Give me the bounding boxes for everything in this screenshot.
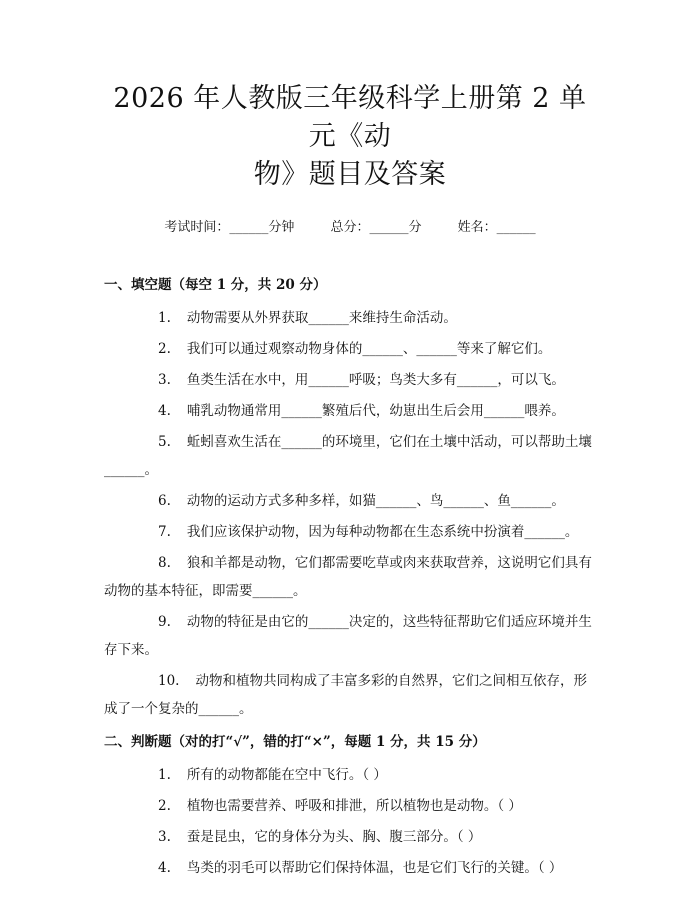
student-name: 姓名：______ bbox=[457, 220, 536, 235]
question-item: 4. 鸟类的羽毛可以帮助它们保持体温，也是它们飞行的关键。（ ） bbox=[158, 860, 563, 876]
question-item: 7. 我们应该保护动物，因为每种动物都在生态系统中扮演着______。 bbox=[158, 524, 579, 540]
title-line-1: 2026 年人教版三年级科学上册第 2 单元《动 bbox=[113, 83, 587, 152]
question-item: 2. 植物也需要营养、呼吸和排泄，所以植物也是动物。（ ） bbox=[158, 798, 522, 814]
true-false-questions bbox=[104, 761, 596, 882]
exam-info bbox=[104, 218, 596, 238]
question-item: 8. 狼和羊都是动物，它们都需要吃草或肉来获取营养，这说明它们具有动物的基本特征，即需要______。 bbox=[104, 555, 592, 599]
total-score: 总分：______分 bbox=[330, 220, 422, 235]
exam-time: 考试时间：______分钟 bbox=[164, 220, 295, 235]
fill-blank-questions bbox=[104, 304, 596, 723]
question-item: 2. 我们可以通过观察动物身体的______、______等来了解它们。 bbox=[158, 341, 552, 357]
question-item: 4. 哺乳动物通常用______繁殖后代，幼崽出生后会用______喂养。 bbox=[158, 403, 565, 419]
question-item: 1. 动物需要从外界获取______来维持生命活动。 bbox=[158, 310, 457, 326]
question-item: 6. 动物的运动方式多种多样，如猫______、鸟______、鱼______。 bbox=[158, 493, 565, 509]
title-line-2: 物》题目及答案 bbox=[253, 159, 447, 190]
question-item: 3. 蚕是昆虫，它的身体分为头、胸、腹三部分。（ ） bbox=[158, 829, 482, 845]
document-title bbox=[104, 80, 596, 194]
section-fill-blank-title: 一、填空题（每空 1 分，共 20 分） bbox=[104, 277, 327, 293]
section-true-false-title: 二、判断题（对的打“√”，错的打“×”，每题 1 分，共 15 分） bbox=[104, 734, 486, 750]
question-item: 3. 鱼类生活在水中，用______呼吸；鸟类大多有______，可以飞。 bbox=[158, 372, 565, 388]
question-item: 10. 动物和植物共同构成了丰富多彩的自然界，它们之间相互依存，形成了一个复杂的______。 bbox=[104, 673, 587, 717]
question-item: 9. 动物的特征是由它的______决定的，这些特征帮助它们适应环境并生存下来。 bbox=[104, 614, 592, 658]
question-item: 5. 蚯蚓喜欢生活在______的环境里，它们在土壤中活动，可以帮助土壤______。 bbox=[104, 434, 592, 478]
question-item: 1. 所有的动物都能在空中飞行。（ ） bbox=[158, 767, 387, 783]
